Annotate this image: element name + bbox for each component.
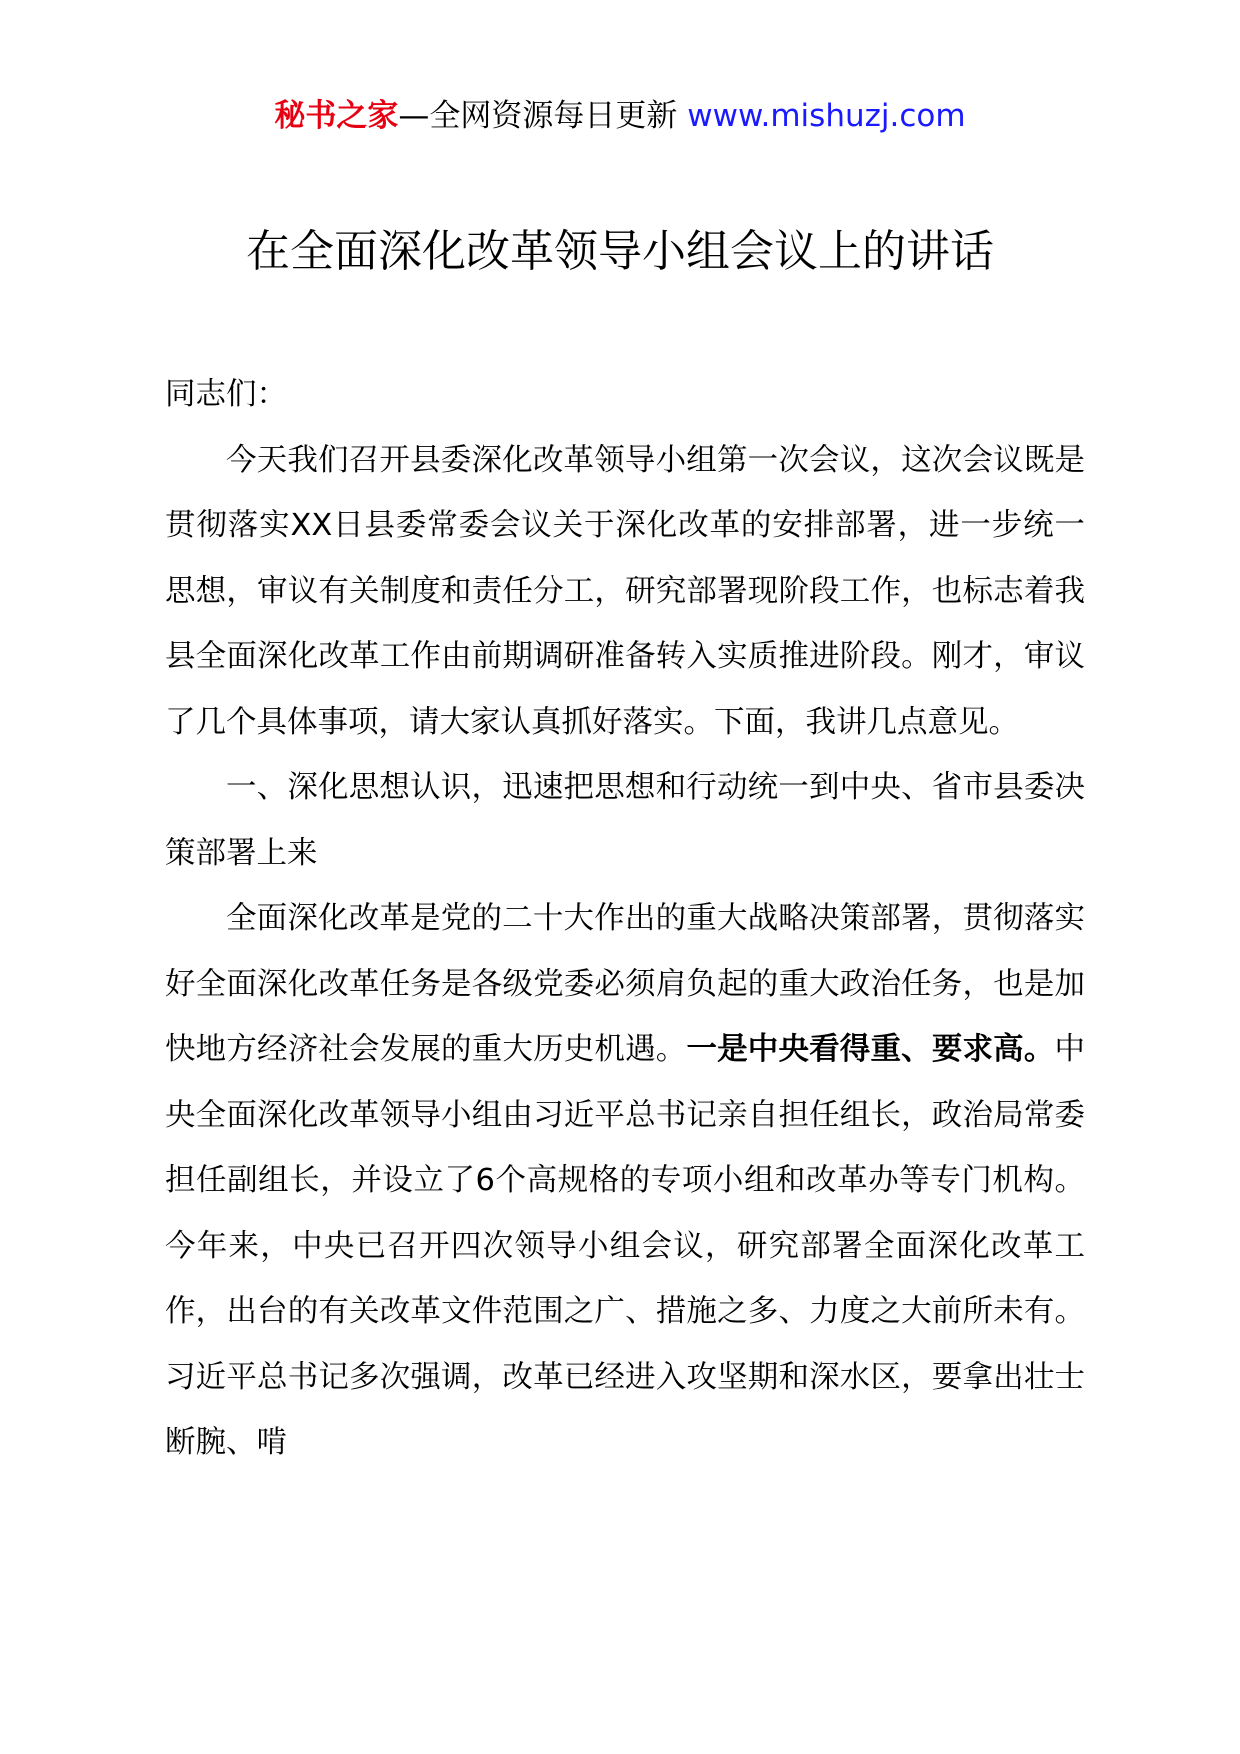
document-body: [165, 362, 1085, 1476]
section-paragraph: [165, 886, 1085, 1476]
section-paragraph-rest: 中央全面深化改革领导小组由习近平总书记亲自担任组长，政治局常委担任副组长，并设立了6个高规格的专项小组和改革办等专门机构。今年来，中央已召开四次领导小组会议，研究部署全面深化改革工作，出台的有关改革文件范围之广、措施之多、力度之大前所未有。习近平总书记多次强调，改革已经进入攻坚期和深水区，要拿出壮士断腕、啃: [165, 1032, 1086, 1460]
section-paragraph-start: 全面深化改革是党的二十大作出的重大战略决策部署，贯彻落实好全面深化改革任务是各级党委必须肩负起的重大政治任务，也是加快地方经济社会发展的重大历史机遇。: [165, 901, 1085, 1067]
site-url-link[interactable]: www.mishuzj.com: [687, 98, 966, 134]
document-title: 在全面深化改革领导小组会议上的讲话: [246, 226, 994, 277]
site-header: [0, 96, 1240, 136]
salutation: 同志们：: [165, 377, 287, 412]
section-heading: 一、深化思想认识，迅速把思想和行动统一到中央、省市县委决策部署上来: [165, 770, 1085, 871]
site-tagline: —全网资源每日更新: [398, 98, 688, 134]
site-brand: 秘书之家: [274, 98, 399, 134]
section-paragraph-bold: 一是中央看得重、要求高。: [686, 1032, 1055, 1067]
intro-paragraph: 今天我们召开县委深化改革领导小组第一次会议，这次会议既是贯彻落实XX日县委常委会议关于深化改革的安排部署，进一步统一思想，审议有关制度和责任分工，研究部署现阶段工作，也标志着我县全面深化改革工作由前期调研准备转入实质推进阶段。刚才，审议了几个具体事项，请大家认真抓好落实。下面，我讲几点意见。: [165, 442, 1085, 740]
